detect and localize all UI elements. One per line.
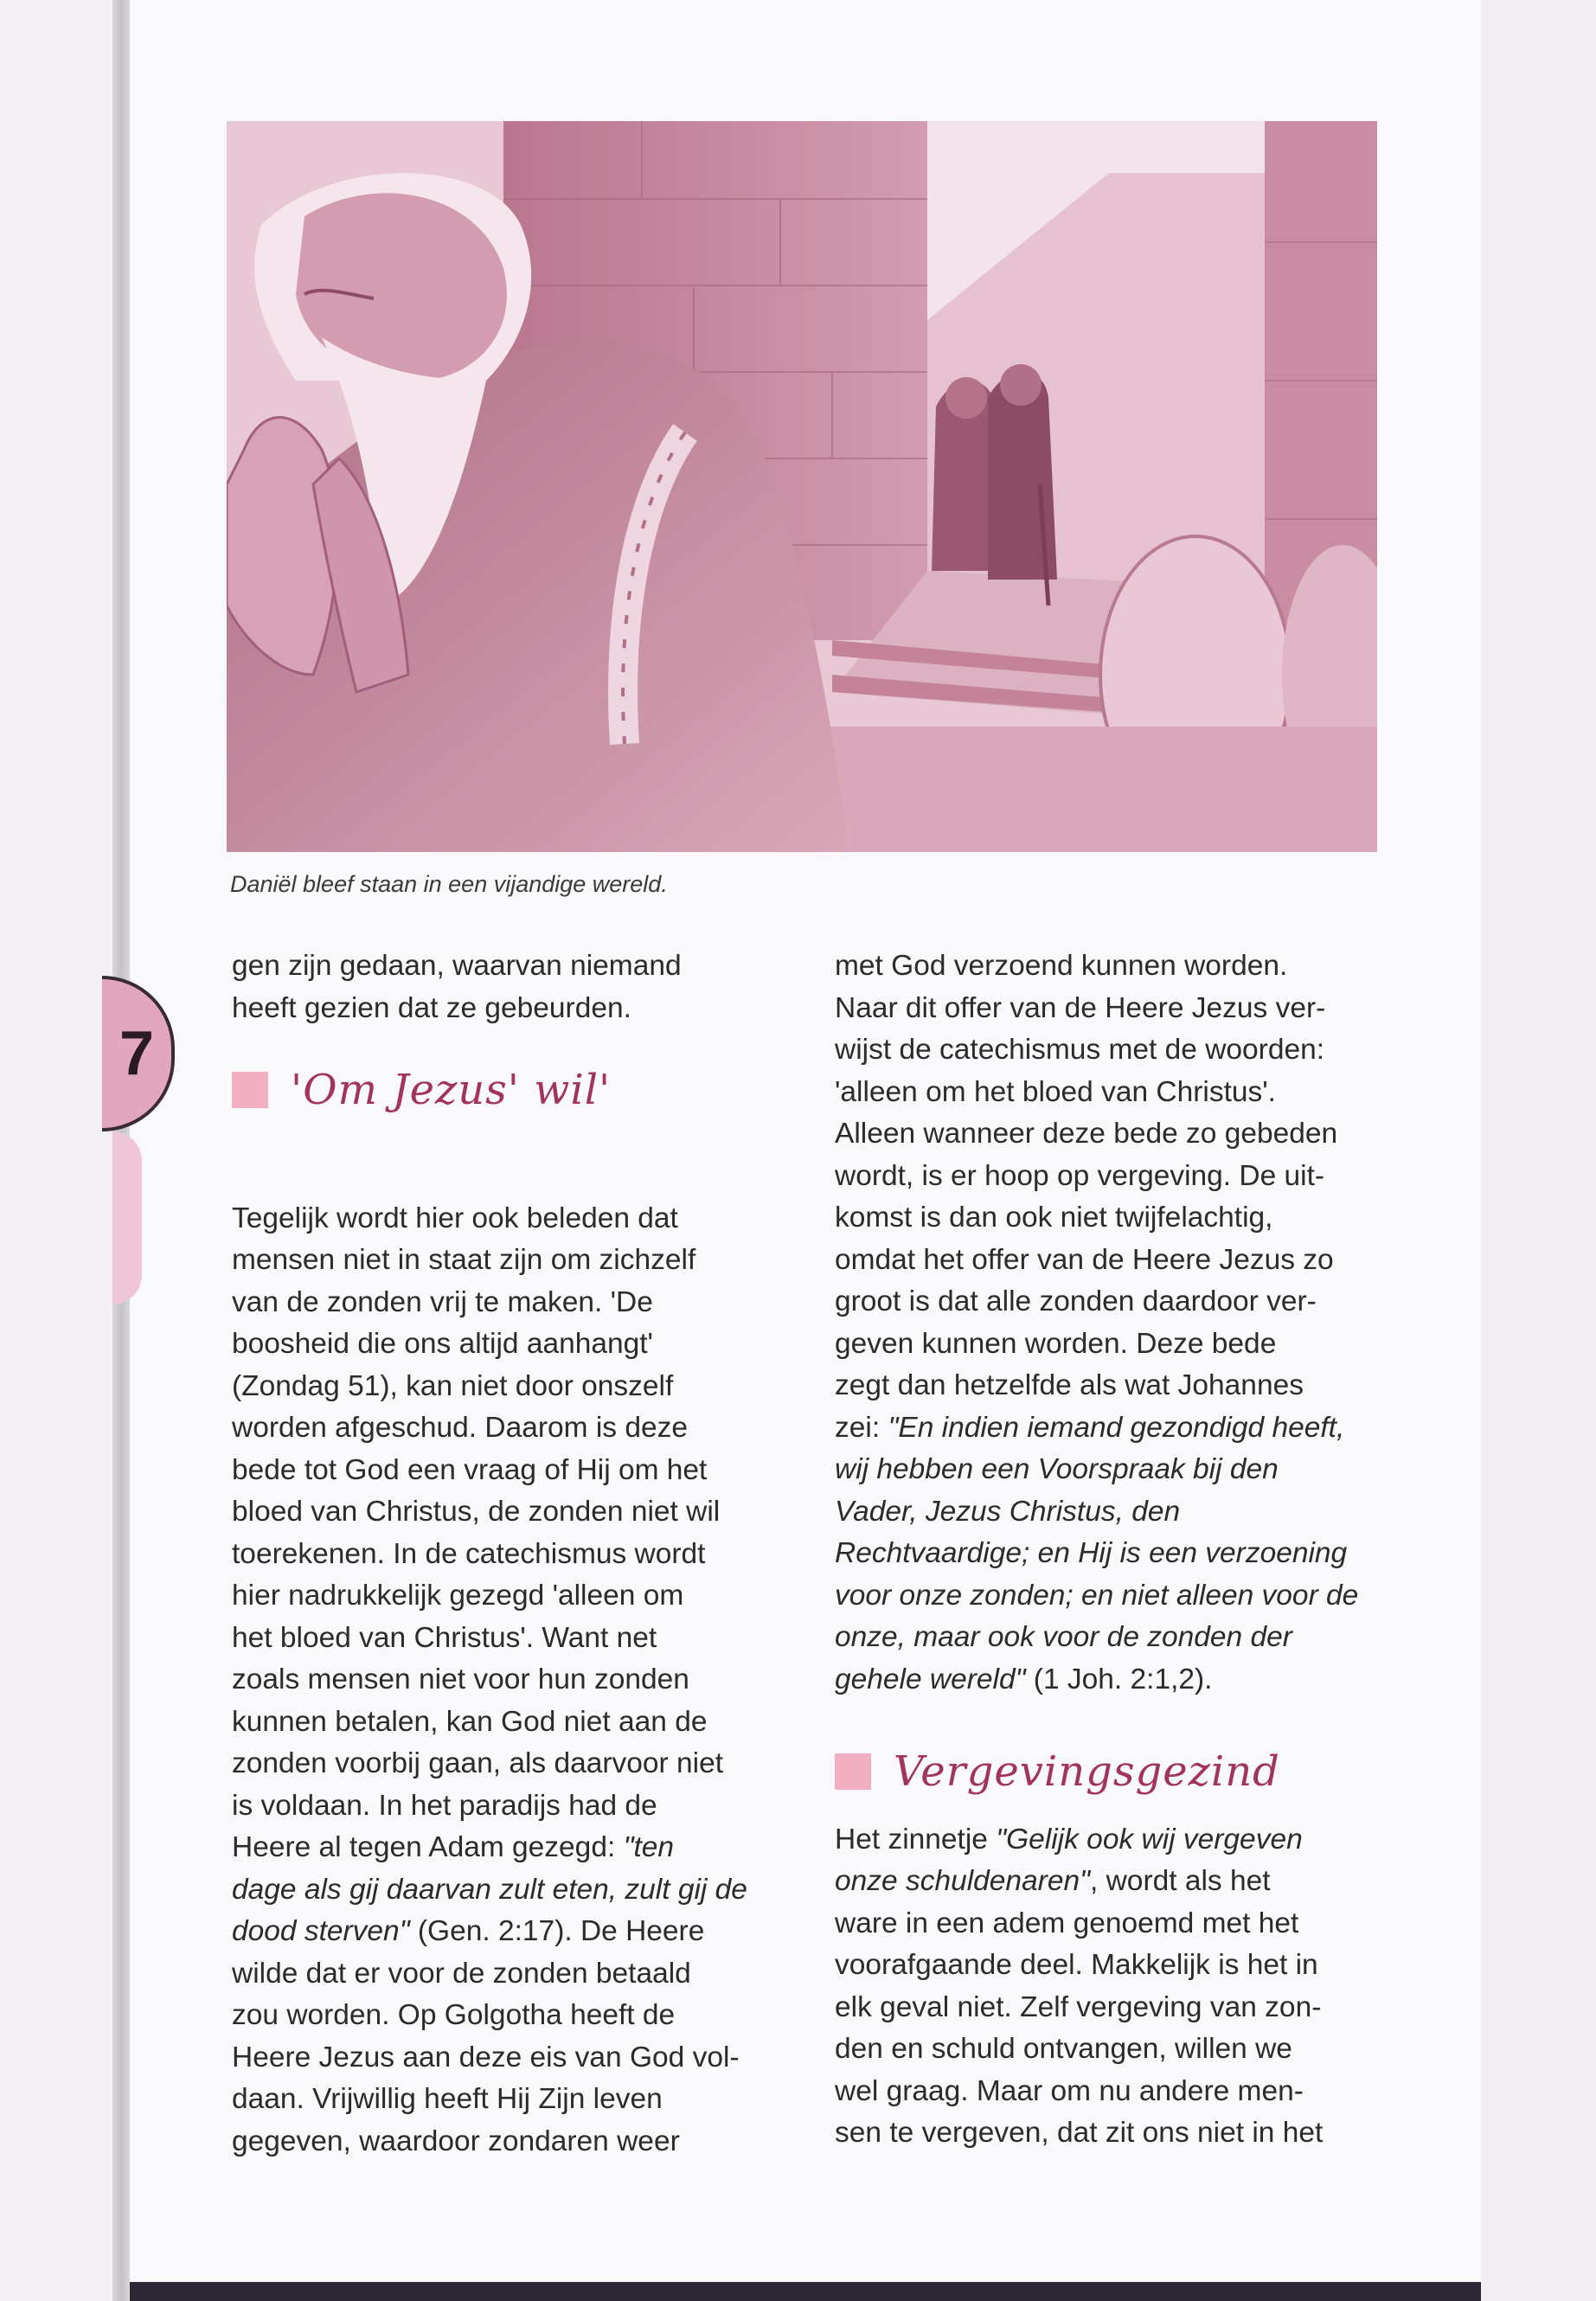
scan-background-right: [1481, 0, 1596, 2301]
body-text: , wordt als het ware in een adem genoemd met het voorafgaande deel. Makkelijk is het in elk geval niet. Zelf vergeving van zon- den en schuld ontvangen, willen we wel graag. Maar om nu andere men- sen te vergeven, dat zit ons niet in het: [835, 1865, 1324, 2149]
body-text: Het zinnetje: [835, 1823, 997, 1856]
heading-text: 'Om Jezus' wil': [291, 1066, 612, 1114]
bible-reference: (Gen. 2:17).: [409, 1915, 573, 1947]
chapter-tab-number: 7: [119, 1019, 155, 1088]
left-column: [232, 945, 803, 2163]
chapter-tab-lower: [112, 1131, 142, 1304]
right-body-paragraph-2: [835, 1819, 1406, 2155]
right-body-paragraph: [835, 945, 1406, 1701]
section-heading-om-jezus-wil: [232, 1066, 803, 1114]
left-body-paragraph: [232, 1198, 803, 2163]
right-column: [835, 945, 1406, 2155]
heading-square-icon: [232, 1072, 268, 1108]
section-heading-vergevingsgezind: [835, 1747, 1406, 1796]
body-text: met God verzoend kunnen worden. Naar dit offer van de Heere Jezus ver- wijst de catechismus met de woorden: 'alleen om het bloed van Christus'. Alleen wanneer deze bede zo gebeden wordt, is er hoop op vergeving. De uit- komst is dan ook niet twijfelachtig, omdat het offer van de Heere Jezus zo groot is dat alle zonden daardoor ver- geven kunnen worden. Deze bede zegt dan hetzelfde als wat Johannes zei:: [835, 950, 1338, 1444]
body-text: De Heere wilde dat er voor de zonden betaald zou worden. Op Golgotha heeft de Heere Jezus aan deze eis van God vol- daan. Vrijwillig heeft Hij Zijn leven gegeven, waardoor zondaren weer: [232, 1915, 740, 2157]
scan-background-left: [0, 0, 118, 2301]
illustration-caption: Daniël bleef staan in een vijandige wereld.: [230, 871, 668, 897]
bible-reference: (1 Joh. 2:1,2).: [1025, 1663, 1213, 1695]
bible-quote: "En indien iemand gezondigd heeft, wij hebben een Voorspraak bij den Vader, Jezus Christus, den Rechtvaardige; en Hij is een verzoening voor onze zonden; en niet alleen voor de onze, maar ook voor de zonden der gehele wereld": [835, 1411, 1359, 1695]
heading-square-icon: [835, 1753, 871, 1790]
bottom-scan-band: [130, 2282, 1481, 2301]
prayer-quote: "Gelijk ook wij vergeven onze schuldenaren": [835, 1823, 1303, 1897]
heading-text: Vergevingsgezind: [894, 1747, 1280, 1796]
left-intro-text: gen zijn gedaan, waarvan niemand heeft gezien dat ze gebeurden.: [232, 950, 682, 1024]
bible-quote: "ten dage als gij daarvan zult eten, zult gij de dood sterven": [232, 1831, 747, 1947]
daniel-praying-illustration: [227, 121, 1377, 852]
body-text: Tegelijk wordt hier ook beleden dat mensen niet in staat zijn om zichzelf van de zonden vrij te maken. 'De boosheid die ons altijd aanhangt' (Zondag 51), kan niet door onszelf worden afgeschud. Daarom is deze bede tot God een vraag of Hij om het bloed van Christus, de zonden niet wil toerekenen. In de catechismus wordt hier nadrukkelijk gezegd 'alleen om het bloed van Christus'. Want net zoals mensen niet voor hun zonden kunnen betalen, kan God niet aan de zonden voorbij gaan, als daarvoor niet is voldaan. In het paradijs had de Heere al tegen Adam gezegd:: [232, 1202, 724, 1863]
